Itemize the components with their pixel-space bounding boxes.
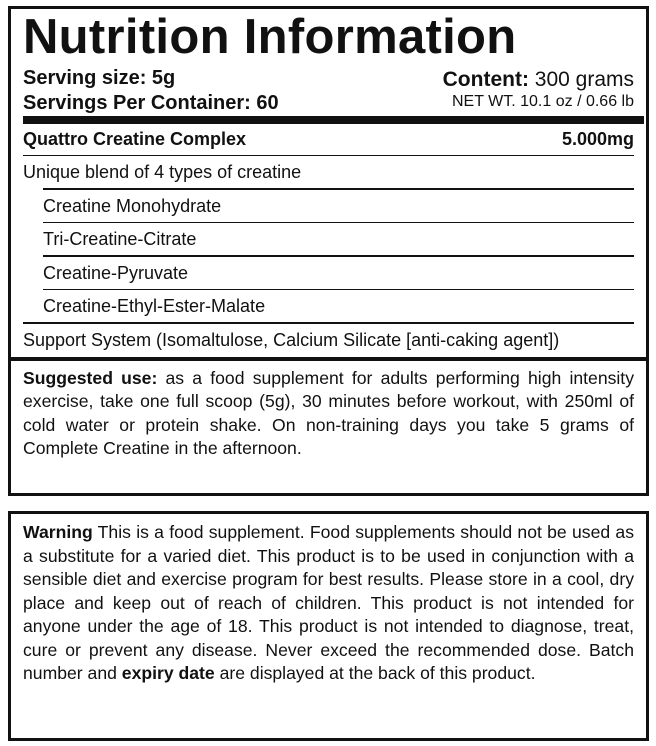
- ingredient-label: Creatine-Ethyl-Ester-Malate: [43, 296, 266, 316]
- ingredient-row: [11, 257, 646, 291]
- ingredient-label: Creatine Monohydrate: [43, 195, 222, 216]
- servings-per-container: Servings Per Container: 60: [23, 92, 279, 114]
- warning-label: Warning: [23, 522, 93, 542]
- content-amount: [443, 68, 634, 92]
- complex-name: Quattro Creatine Complex: [23, 129, 247, 149]
- thick-divider: [23, 116, 644, 124]
- serving-info: [11, 62, 646, 116]
- warning-tail: are displayed at the back of this product.: [214, 663, 536, 683]
- blend-label: Unique blend of 4 types of creatine: [23, 162, 302, 182]
- ingredient-row: [11, 223, 646, 257]
- support-row: [11, 324, 646, 357]
- content-label: Content:: [442, 68, 529, 91]
- warning-panel: [8, 511, 649, 741]
- complex-amount: 5.000mg: [561, 129, 634, 149]
- ingredient-label: Creatine-Pyruvate: [43, 262, 189, 283]
- content-value: 300 grams: [528, 68, 634, 91]
- net-weight: NET WT. 10.1 oz / 0.66 lb: [451, 93, 634, 110]
- serving-right: [443, 68, 634, 112]
- nutrition-panel: [8, 6, 649, 496]
- support-label: Support System (Isomaltulose, Calcium Silicate [anti-caking agent]): [23, 329, 560, 350]
- ingredient-row: [11, 190, 646, 224]
- serving-left: [23, 66, 279, 116]
- section-divider: [11, 357, 646, 361]
- blend-row: [11, 156, 646, 190]
- suggested-text: as a food supplement for adults performing high intensity exercise, take one full scoop (5g), 30 minutes before workout, with 250ml of cold water or protein shake. On non-training days you take 5 grams of Complete Creatine in the afternoon.: [23, 367, 634, 458]
- serving-size: Serving size: 5g: [23, 67, 176, 89]
- ingredient-label: Tri-Creatine-Citrate: [43, 229, 197, 249]
- suggested-use: [11, 367, 646, 461]
- warning-text: This is a food supplement. Food supplements should not be used as a substitute for a varied diet. This product is to be used in conjunction with a sensible diet and exercise program for best results. Please store in a cool, dry place and keep out of reach of children. This product is not intended for anyone under the age of 18. This product is not intended to diagnose, treat, cure or prevent any disease. Never exceed the recommended dose. Batch number and: [23, 522, 634, 683]
- panel-title: Nutrition Information: [23, 10, 517, 64]
- suggested-label: Suggested use:: [23, 367, 158, 388]
- warning-paragraph: [23, 521, 634, 686]
- ingredient-row: [11, 290, 646, 324]
- suggested-paragraph: [23, 367, 634, 461]
- complex-row: [11, 124, 646, 156]
- expiry-label: expiry date: [121, 663, 215, 683]
